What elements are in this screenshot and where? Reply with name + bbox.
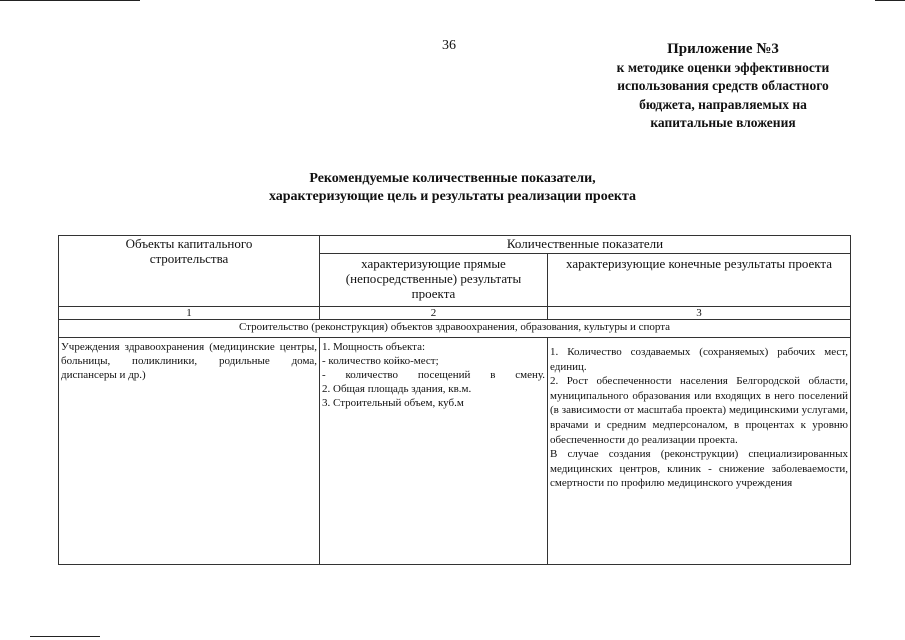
header-final-text: характеризующие конечные результаты проекта xyxy=(566,256,833,271)
final-item: 1. Количество создаваемых (сохраняемых) рабочих мест, единиц. xyxy=(550,346,849,373)
column-number-1: 1 xyxy=(59,307,320,320)
header-direct-text: характеризующие прямые (непосредственные) результаты проекта xyxy=(345,256,522,301)
scan-edge-top-left xyxy=(0,0,140,1)
document-title-line-1: Рекомендуемые количественные показатели, xyxy=(309,171,596,186)
direct-results-cell xyxy=(320,338,548,565)
header-group-text: Количественные показатели xyxy=(506,236,664,251)
indicators-table xyxy=(58,235,851,565)
final-results-cell xyxy=(548,338,851,565)
column-number-2: 2 xyxy=(320,307,548,320)
direct-item: 1. Мощность объекта: xyxy=(322,341,426,353)
direct-item: 3. Строительный объем, куб.м xyxy=(322,397,464,409)
appendix-line-3: бюджета, направляемых на xyxy=(639,96,807,112)
document-title xyxy=(200,170,705,206)
section-heading: Строительство (реконструкция) объектов здравоохранения, образования, культуры и спорта xyxy=(59,320,851,338)
object-text: Учреждения здравоохранения (медицинские центры, больницы, поликлиники, родильные дома, диспансеры и др.) xyxy=(61,341,317,381)
scan-edge-top-right xyxy=(875,0,905,1)
appendix-line-2: использования средств областного xyxy=(617,78,829,93)
header-objects-text: Объекты капитального строительства xyxy=(125,236,253,266)
direct-item: 2. Общая площадь здания, кв.м. xyxy=(322,383,472,395)
appendix-line-4: капитальные вложения xyxy=(650,115,796,130)
header-final-results xyxy=(548,254,851,307)
document-title-line-2: характеризующие цель и результаты реализации проекта xyxy=(268,189,637,204)
final-item: В случае создания (реконструкции) специализированных медицинских центров, клиник - снижение заболеваемости, смертности по профилю медицинского учреждения xyxy=(550,448,849,490)
appendix-title: Приложение №3 xyxy=(667,41,779,57)
final-item: 2. Рост обеспеченности населения Белгородской области, муниципального образования или входящих в него поселений (в зависимости от масштаба проекта) медицинскими услугами, врачами и средним медперсоналом, в процентах к уровню обеспеченности до реализации проекта. xyxy=(550,375,849,446)
direct-item: - количество посещений в смену. xyxy=(322,369,545,381)
page-number: 36 xyxy=(442,38,456,53)
header-quantitative-indicators xyxy=(320,236,851,254)
direct-item: - количество койко-мест; xyxy=(322,355,439,367)
scan-edge-bottom-left xyxy=(30,636,100,637)
appendix-line-1: к методике оценки эффективности xyxy=(616,59,830,75)
table-row xyxy=(59,338,851,565)
header-direct-results xyxy=(320,254,548,307)
object-cell xyxy=(59,338,320,565)
column-number-3: 3 xyxy=(548,307,851,320)
header-objects xyxy=(59,236,320,307)
appendix-header xyxy=(560,40,886,133)
